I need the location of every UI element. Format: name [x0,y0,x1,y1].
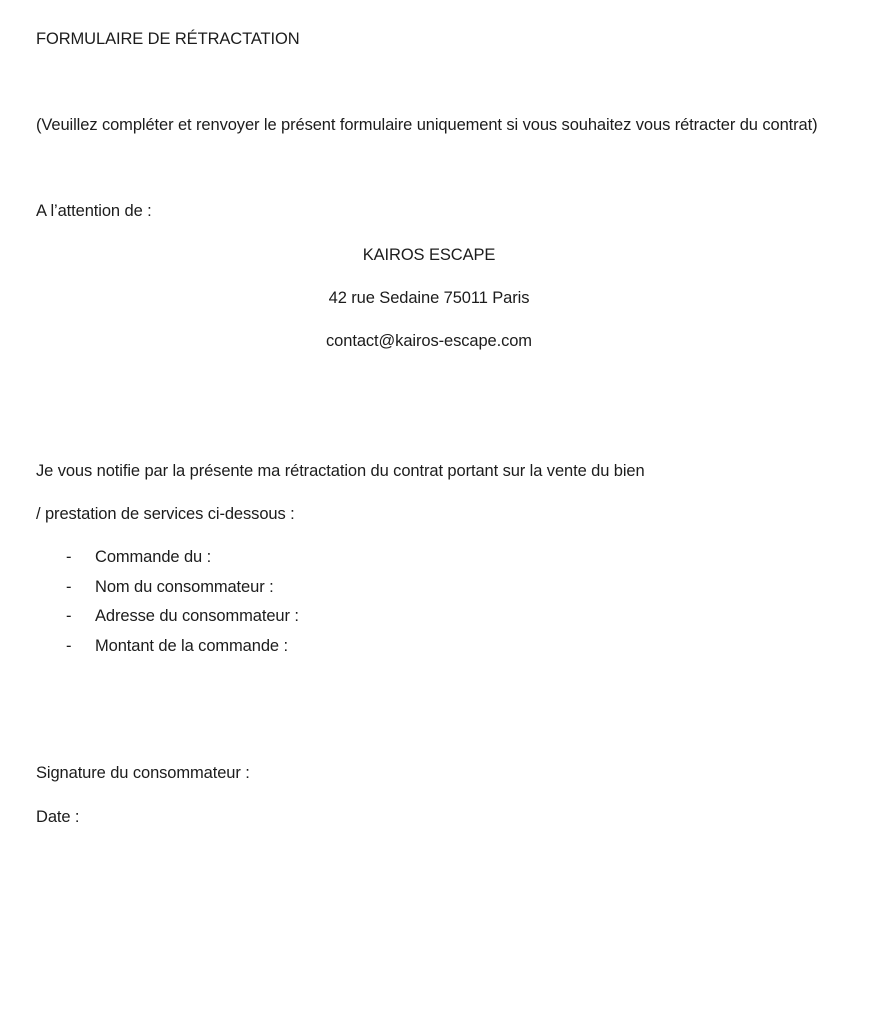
list-item-order-amount: Montant de la commande : [95,636,288,655]
notification-line-1: Je vous notifie par la présente ma rétractation du contrat portant sur la vente du bien [36,462,645,480]
hyphen-bullet: - [66,636,72,655]
order-details-list [36,543,842,661]
recipient-address: 42 rue Sedaine 75011 Paris [328,289,530,307]
list-item [66,573,842,603]
recipient-company-name: KAIROS ESCAPE [362,246,496,264]
withdrawal-form-document [0,24,878,1024]
list-item [66,543,842,573]
signature-label: Signature du consommateur : [36,764,250,782]
notification-line-2: / prestation de services ci-dessous : [36,505,295,523]
list-item-consumer-address: Adresse du consommateur : [95,607,299,625]
list-item-consumer-name: Nom du consommateur : [95,577,274,596]
document-title: FORMULAIRE DE RÉTRACTATION [36,30,300,48]
list-item [66,602,842,632]
hyphen-bullet: - [66,548,72,566]
list-item [66,632,842,662]
hyphen-bullet: - [66,607,72,625]
hyphen-bullet: - [66,577,72,596]
instruction-note: (Veuillez compléter et renvoyer le présent formulaire uniquement si vous souhaitez vous rétracter du contrat) [36,116,818,134]
recipient-email: contact@kairos-escape.com [326,332,532,350]
list-item-order-date: Commande du : [95,548,212,566]
date-label: Date : [36,808,80,826]
attention-label: A l’attention de : [36,202,152,220]
